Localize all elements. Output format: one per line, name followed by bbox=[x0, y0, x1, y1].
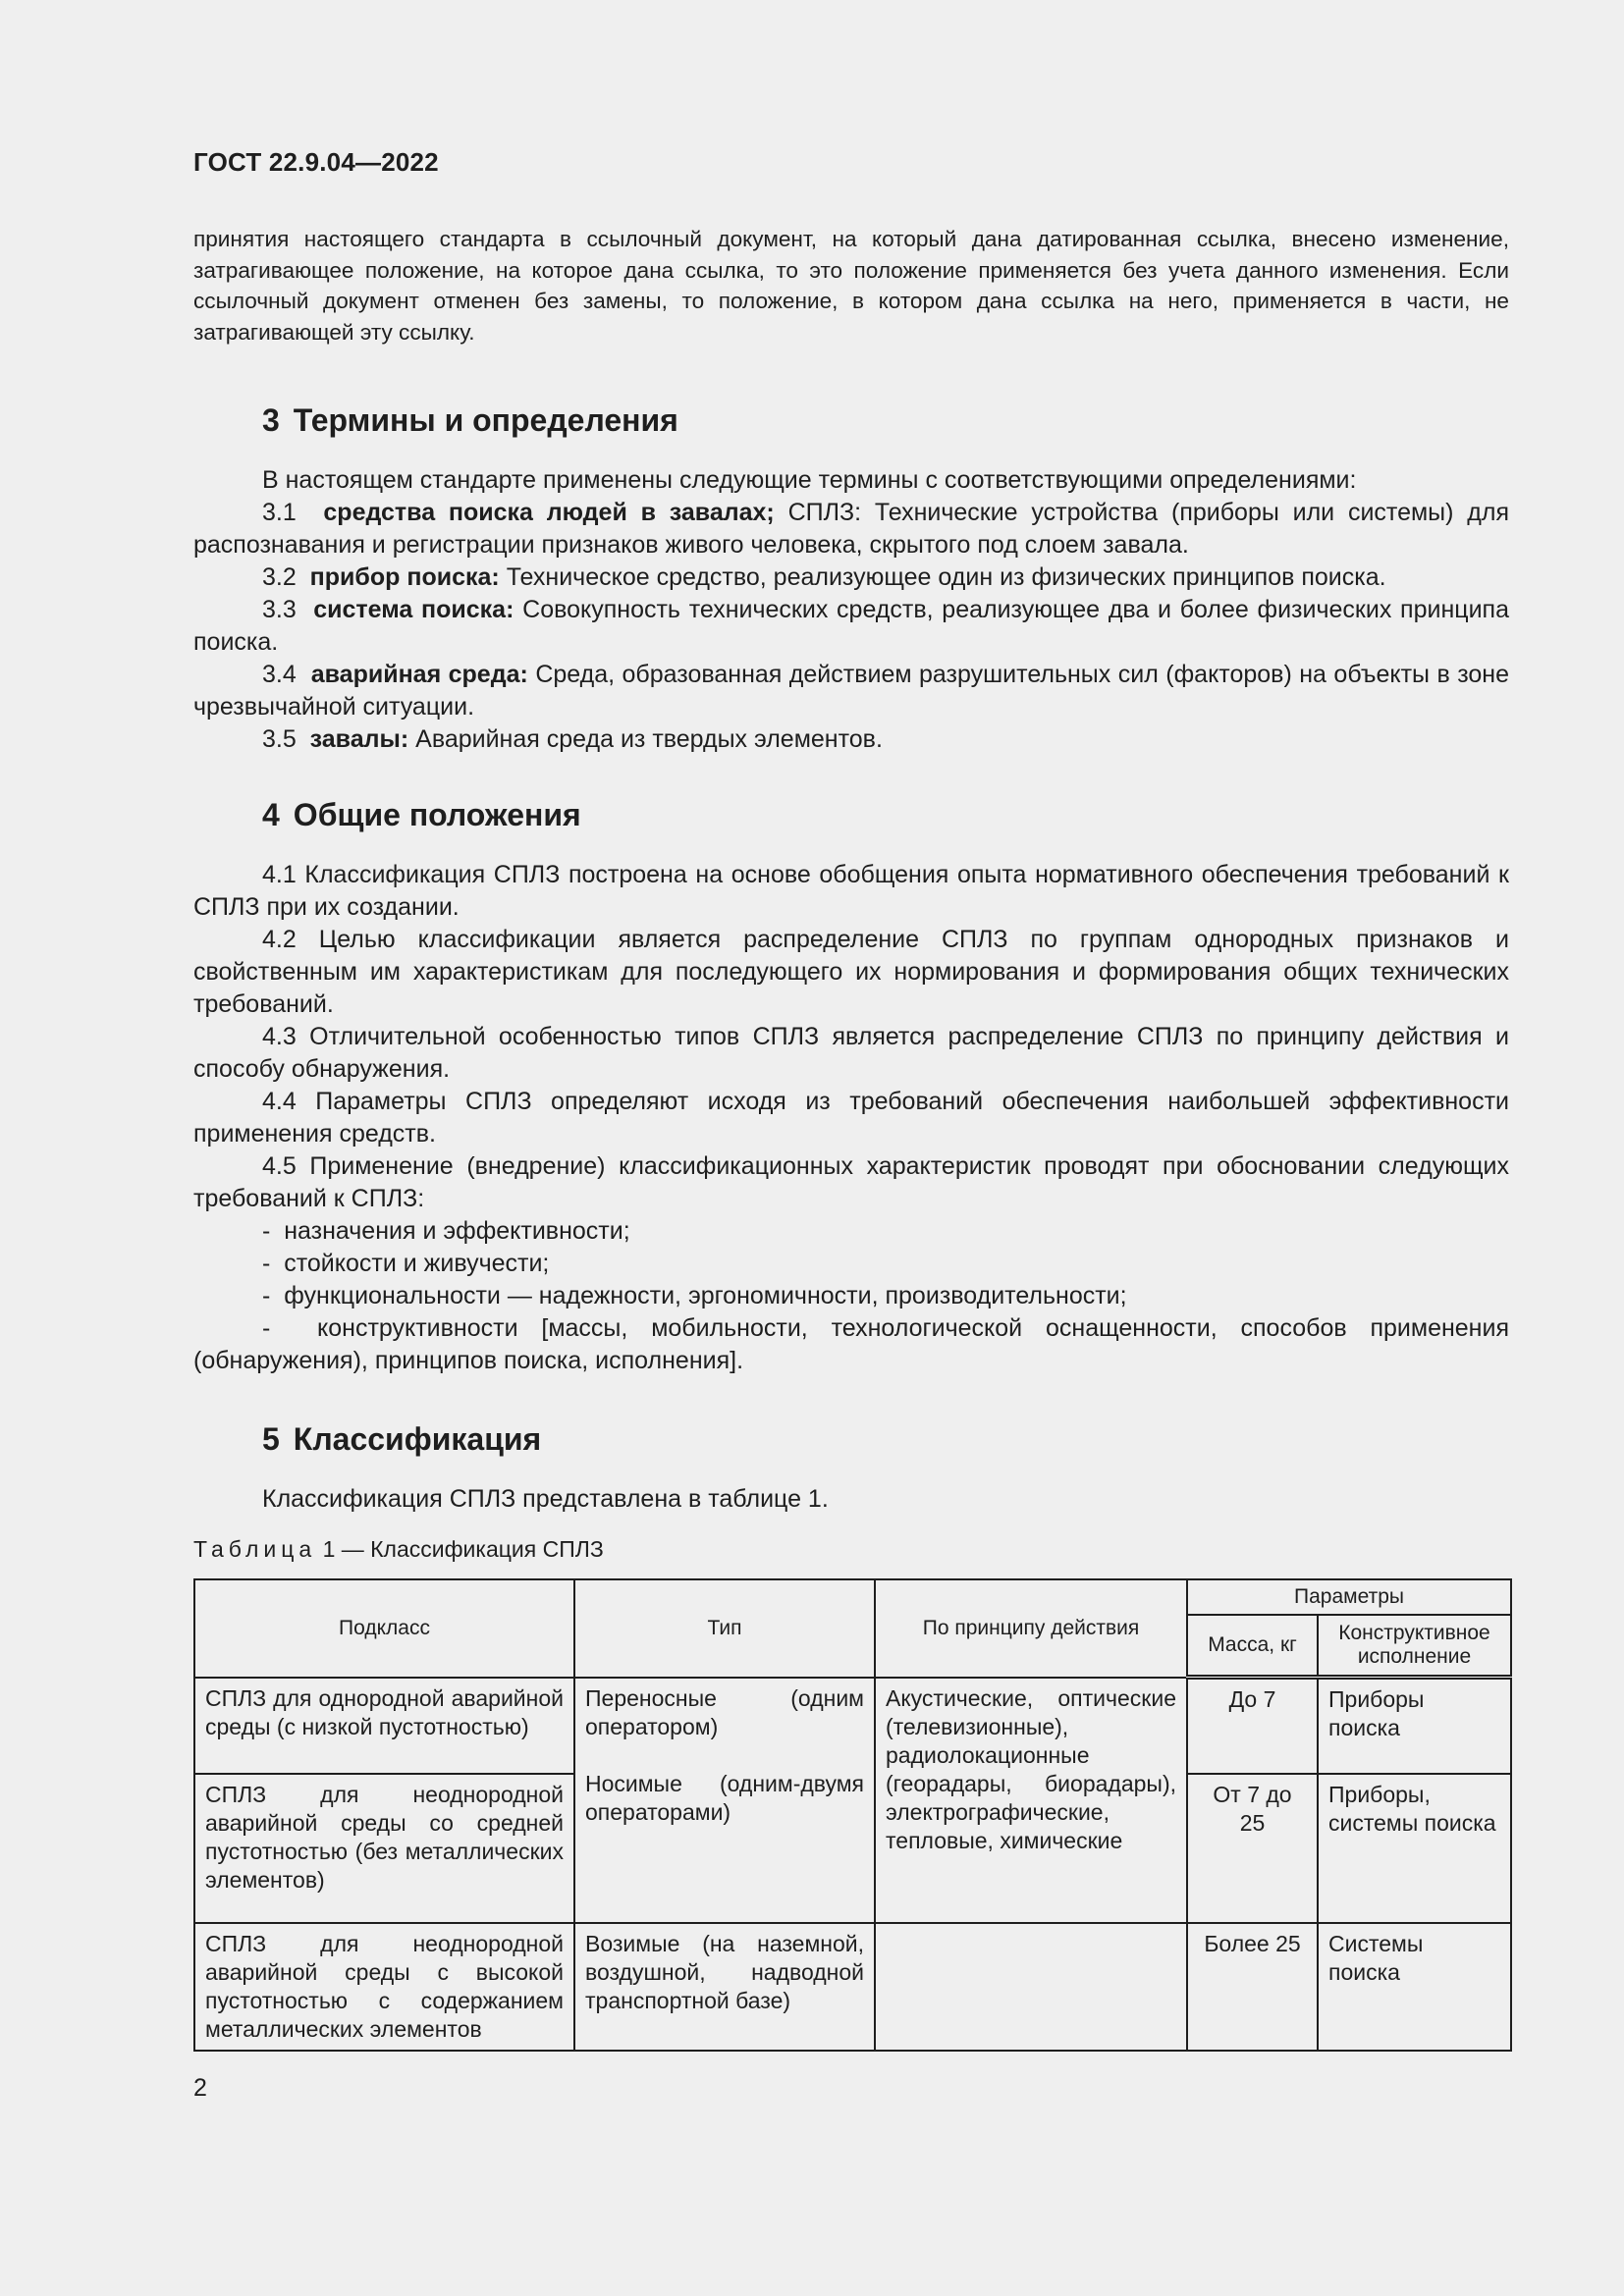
header-design: Конструктивное исполнение bbox=[1318, 1615, 1511, 1678]
clause-4-3: 4.3 Отличительной особенностью типов СПЛЗ является распределение СПЛЗ по принципу действия и способу обнаружения. bbox=[193, 1023, 1509, 1083]
section-5-lead: Классификация СПЛЗ представлена в таблице 1. bbox=[262, 1485, 829, 1513]
section-3-title: Термины и определения bbox=[293, 402, 678, 438]
term-definition: Техническое средство, реализующее один из физических принципов поиска. bbox=[506, 563, 1386, 591]
intro-paragraph: принятия настоящего стандарта в ссылочный документ, на который дана датированная ссылка, внесено изменение, затрагивающее положение, на которое дана ссылка, то это положение применяется без учета данного изменения. Если ссылочный документ отменен без замены, то положение, в котором дана ссылка на него, применяется в части, не затрагивающей эту ссылку. bbox=[193, 227, 1509, 345]
type-portable: Переносные (одним оператором) bbox=[585, 1684, 864, 1739]
classification-table bbox=[193, 1578, 1512, 2052]
section-5-title: Классификация bbox=[293, 1421, 542, 1457]
term-definition: Аварийная среда из твердых элементов. bbox=[415, 725, 883, 753]
requirements-list bbox=[193, 1215, 1509, 1377]
term-name: средства поиска людей в завалах; bbox=[323, 499, 775, 526]
list-item: - функциональности — надежности, эргономичности, производительности; bbox=[193, 1280, 1509, 1312]
cell-type-portable-wearable bbox=[574, 1678, 875, 1923]
term-name: завалы: bbox=[309, 725, 409, 753]
term-number: 3.1 bbox=[262, 499, 297, 526]
section-3-lead: В настоящем стандарте применены следующие термины с соответствующими определениями: bbox=[262, 466, 1357, 494]
section-4-title: Общие положения bbox=[293, 797, 581, 832]
section-4-heading bbox=[262, 797, 581, 833]
term-definition: Среда, образованная действием разрушительных сил (факторов) на объекты в зоне чрезвычайной ситуации. bbox=[193, 661, 1510, 721]
header-mass: Масса, кг bbox=[1187, 1615, 1318, 1678]
term-number: 3.4 bbox=[262, 661, 297, 688]
clause-4-5: 4.5 Применение (внедрение) классификационных характеристик проводят при обосновании следующих требований к СПЛЗ: bbox=[193, 1152, 1509, 1212]
cell-subclass: СПЛЗ для неоднородной аварийной среды с высокой пустотностью с содержанием металлических элементов bbox=[194, 1923, 574, 2051]
cell-subclass: СПЛЗ для однородной аварийной среды (с низкой пустотностью) bbox=[194, 1678, 574, 1774]
term-name: система поиска: bbox=[313, 596, 514, 623]
clause-4-4: 4.4 Параметры СПЛЗ определяют исходя из требований обеспечения наибольшей эффективности применения средств. bbox=[193, 1088, 1509, 1148]
cell-mass: От 7 до 25 bbox=[1187, 1774, 1318, 1923]
section-3-number: 3 bbox=[262, 402, 280, 438]
intro-paragraph-block bbox=[193, 224, 1509, 347]
term-3-2 bbox=[193, 561, 1509, 594]
clause-4-1: 4.1 Классификация СПЛЗ построена на основе обобщения опыта нормативного обеспечения требований к СПЛЗ при их создании. bbox=[193, 861, 1509, 921]
table-caption-label: Таблица bbox=[193, 1536, 317, 1562]
section-5-body bbox=[193, 1483, 1509, 1516]
term-name: аварийная среда: bbox=[310, 661, 528, 688]
table-row bbox=[194, 1923, 1511, 2051]
term-number: 3.3 bbox=[262, 596, 297, 623]
cell-design: Приборы поиска bbox=[1318, 1678, 1511, 1774]
list-item: - стойкости и живучести; bbox=[193, 1248, 1509, 1280]
cell-design: Приборы, системы поиска bbox=[1318, 1774, 1511, 1923]
table-caption-title: 1 — Классификация СПЛЗ bbox=[322, 1536, 604, 1562]
header-parameters: Параметры bbox=[1187, 1579, 1511, 1615]
term-name: прибор поиска: bbox=[309, 563, 500, 591]
cell-mass: До 7 bbox=[1187, 1678, 1318, 1774]
term-number: 3.5 bbox=[262, 725, 297, 753]
cell-principle-shared: Акустические, оптические (телевизионные), радиолокационные (георадары, биорадары), электрографические, тепловые, химические bbox=[875, 1678, 1187, 1923]
cell-subclass: СПЛЗ для неоднородной аварийной среды со средней пустотностью (без металлических элементов) bbox=[194, 1774, 574, 1923]
cell-type: Возимые (на наземной, воздушной, надводной транспортной базе) bbox=[574, 1923, 875, 2051]
page-number: 2 bbox=[193, 2074, 207, 2102]
term-number: 3.2 bbox=[262, 563, 297, 591]
term-3-3 bbox=[193, 594, 1509, 659]
standard-code: ГОСТ 22.9.04—2022 bbox=[193, 147, 439, 177]
list-item: - конструктивности [массы, мобильности, технологической оснащенности, способов применения (обнаружения), принципов поиска, исполнения]. bbox=[193, 1312, 1509, 1377]
cell-mass: Более 25 bbox=[1187, 1923, 1318, 2051]
table-caption bbox=[193, 1536, 604, 1563]
type-wearable: Носимые (одним-двумя операторами) bbox=[585, 1770, 864, 1825]
term-definition: СПЛЗ: Технические устройства (приборы или системы) для распознавания и регистрации признаков живого человека, скрытого под слоем завала. bbox=[193, 499, 1509, 559]
term-definition: Совокупность технических средств, реализующее два и более физических принципа поиска. bbox=[193, 596, 1509, 656]
list-item: - назначения и эффективности; bbox=[193, 1215, 1509, 1248]
cell-principle bbox=[875, 1923, 1187, 2051]
table-row bbox=[194, 1678, 1511, 1774]
cell-design: Системы поиска bbox=[1318, 1923, 1511, 2051]
clause-4-2: 4.2 Целью классификации является распределение СПЛЗ по группам однородных признаков и свойственным им характеристикам для последующего их нормирования и формирования общих технических требований. bbox=[193, 926, 1509, 1018]
section-5-number: 5 bbox=[262, 1421, 280, 1457]
term-3-4 bbox=[193, 659, 1509, 723]
section-5-heading bbox=[262, 1421, 541, 1458]
section-4-body bbox=[193, 859, 1509, 1377]
header-subclass: Подкласс bbox=[194, 1579, 574, 1678]
header-type: Тип bbox=[574, 1579, 875, 1678]
term-3-1 bbox=[193, 497, 1509, 561]
section-4-number: 4 bbox=[262, 797, 280, 832]
section-3-heading bbox=[262, 402, 678, 439]
term-3-5 bbox=[193, 723, 1509, 756]
header-principle: По принципу действия bbox=[875, 1579, 1187, 1678]
section-3-body bbox=[193, 464, 1509, 756]
